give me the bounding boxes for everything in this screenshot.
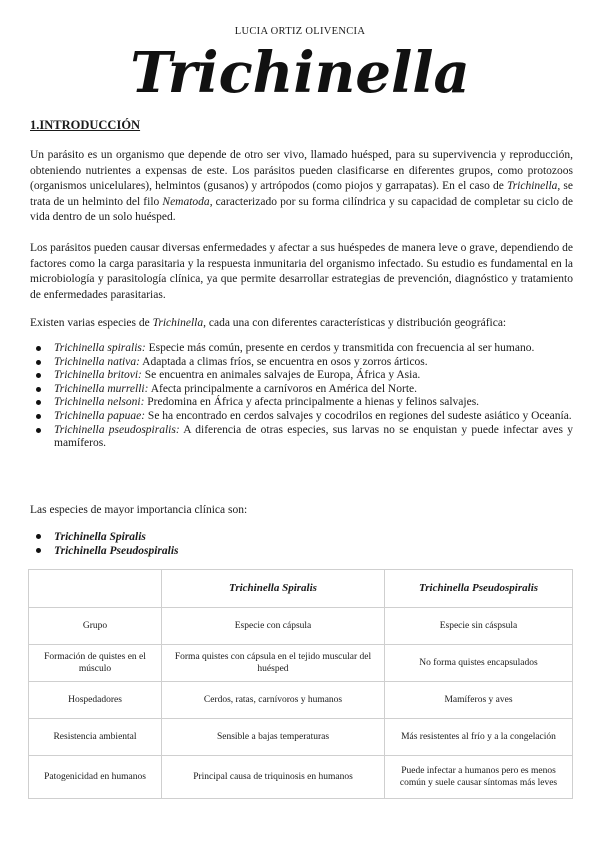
table-header-cell: Trichinella Spiralis <box>162 570 385 608</box>
table-cell: Sensible a bajas temperaturas <box>162 719 385 756</box>
bullet-icon <box>36 428 41 433</box>
italic-term: Nematoda <box>162 195 210 208</box>
species-name: Trichinella murrelli: <box>54 382 149 395</box>
author-name: LUCIA ORTIZ OLIVENCIA <box>234 26 366 37</box>
intro-paragraph-1 <box>30 148 573 226</box>
table-cell: No forma quistes encapsulados <box>385 645 573 682</box>
bullet-icon <box>36 534 41 539</box>
species-name: Trichinella papuae: <box>54 409 146 422</box>
table-cell: Más resistentes al frío y a la congelación <box>385 719 573 756</box>
species-description: Se ha encontrado en cerdos salvajes y cocodrilos en regiones del sudeste asiático y Oceanía. <box>145 409 572 422</box>
list-item <box>30 342 573 356</box>
bullet-icon <box>36 400 41 405</box>
list-item <box>30 544 179 558</box>
bullet-icon <box>36 414 41 419</box>
list-item <box>30 530 179 544</box>
bullet-icon <box>36 346 41 351</box>
text-run: Existen varias especies de <box>30 317 153 329</box>
species-description: Se encuentra en animales salvajes de Europa, África y Asia. <box>141 369 421 382</box>
table-row <box>29 682 573 719</box>
species-name: Trichinella britovi: <box>54 369 142 382</box>
species-name: Trichinella spiralis: <box>54 342 146 354</box>
species-description: Adaptada a climas fríos, se encuentra en osos y zorros árticos. <box>139 355 428 368</box>
table-header-cell <box>29 570 162 608</box>
species-description: Especie más común, presente en cerdos y transmitida con frecuencia al ser humano. <box>145 342 535 354</box>
document-title <box>130 38 470 108</box>
important-species: Trichinella Spiralis <box>54 531 146 543</box>
table-cell: Principal causa de triquinosis en humanos <box>162 756 385 799</box>
italic-term: Trichinella <box>506 180 558 193</box>
table-cell: Puede infectar a humanos pero es menos común y suele causar síntomas más leves <box>385 756 573 799</box>
species-description: Afecta principalmente a carnívoros en América del Norte. <box>148 382 417 395</box>
list-item <box>30 369 573 383</box>
table-row <box>29 608 573 645</box>
table-row <box>29 719 573 756</box>
section-heading: 1.INTRODUCCIÓN <box>30 118 141 132</box>
list-item <box>30 383 573 397</box>
species-name: Trichinella nelsoni: <box>54 396 145 409</box>
table-cell: Hospedadores <box>29 682 162 719</box>
text-run: Un parásito es un organismo que depende de otro ser vivo, llamado huésped, para su supervivencia y reproducción, obteniendo nutrientes a expensas de este. Los parásitos pueden clasificarse en diferentes grupos, como protozoos (organismos unicelulares), helmintos (gusanos) y artrópodos (como piojos y garrapatas). En el caso de <box>30 149 573 193</box>
text-run: , se trata de un helminto del filo <box>30 180 573 208</box>
bullet-icon <box>36 373 41 378</box>
species-name: Trichinella pseudospiralis: <box>54 423 180 436</box>
title-text: Trichinella <box>130 40 470 106</box>
comparison-table <box>28 569 573 799</box>
table-cell: Especie con cápsula <box>162 608 385 645</box>
table-cell: Formación de quistes en el músculo <box>29 645 162 682</box>
list-item <box>30 356 573 370</box>
intro-paragraph-2: Los parásitos pueden causar diversas enfermedades y afectar a sus huéspedes de manera leve o grave, dependiendo de factores como la carga parasitaria y la respuesta inmunitaria del organismo infectado. Su estudio es fundamental en la microbiología y parasitología clínica, ya que permite desarrollar estrategias de prevención, diagnóstico y tratamiento de enfermedades parasitarias. <box>30 242 573 301</box>
table-cell: Resistencia ambiental <box>29 719 162 756</box>
list-item <box>30 424 573 451</box>
table-cell: Especie sin cáspsula <box>385 608 573 645</box>
table-row <box>29 645 573 682</box>
italic-term: Trichinella <box>152 317 204 329</box>
text-run: , caracterizado por su forma cilíndrica y su capacidad de completar su ciclo de vida dentro de un solo huésped. <box>30 195 574 224</box>
table-header-cell: Trichinella Pseudospiralis <box>385 570 573 608</box>
important-species: Trichinella Pseudospiralis <box>54 545 179 557</box>
species-list <box>30 342 573 451</box>
bullet-icon <box>36 387 41 392</box>
species-description: Predomina en África y afecta principalmente a hienas y felinos salvajes. <box>144 396 480 409</box>
table-cell: Grupo <box>29 608 162 645</box>
bullet-icon <box>36 548 41 553</box>
table-row <box>29 756 573 799</box>
list-item <box>30 396 573 410</box>
list-item <box>30 410 573 424</box>
important-species-list <box>30 530 179 558</box>
table-cell: Patogenicidad en humanos <box>29 756 162 799</box>
bullet-icon <box>36 360 41 365</box>
important-intro: Las especies de mayor importancia clínica son: <box>30 504 248 516</box>
table-cell: Forma quistes con cápsula en el tejido muscular del huésped <box>162 645 385 682</box>
table-cell: Mamíferos y aves <box>385 682 573 719</box>
table-cell: Cerdos, ratas, carnívoros y humanos <box>162 682 385 719</box>
table-header-row <box>29 570 573 608</box>
intro-paragraph-3 <box>30 316 573 332</box>
species-name: Trichinella nativa: <box>54 355 140 368</box>
species-description: A diferencia de otras especies, sus larvas no se enquistan y puede infectar aves y mamíferos. <box>54 423 573 450</box>
text-run: , cada una con diferentes características y distribución geográfica: <box>203 317 507 329</box>
